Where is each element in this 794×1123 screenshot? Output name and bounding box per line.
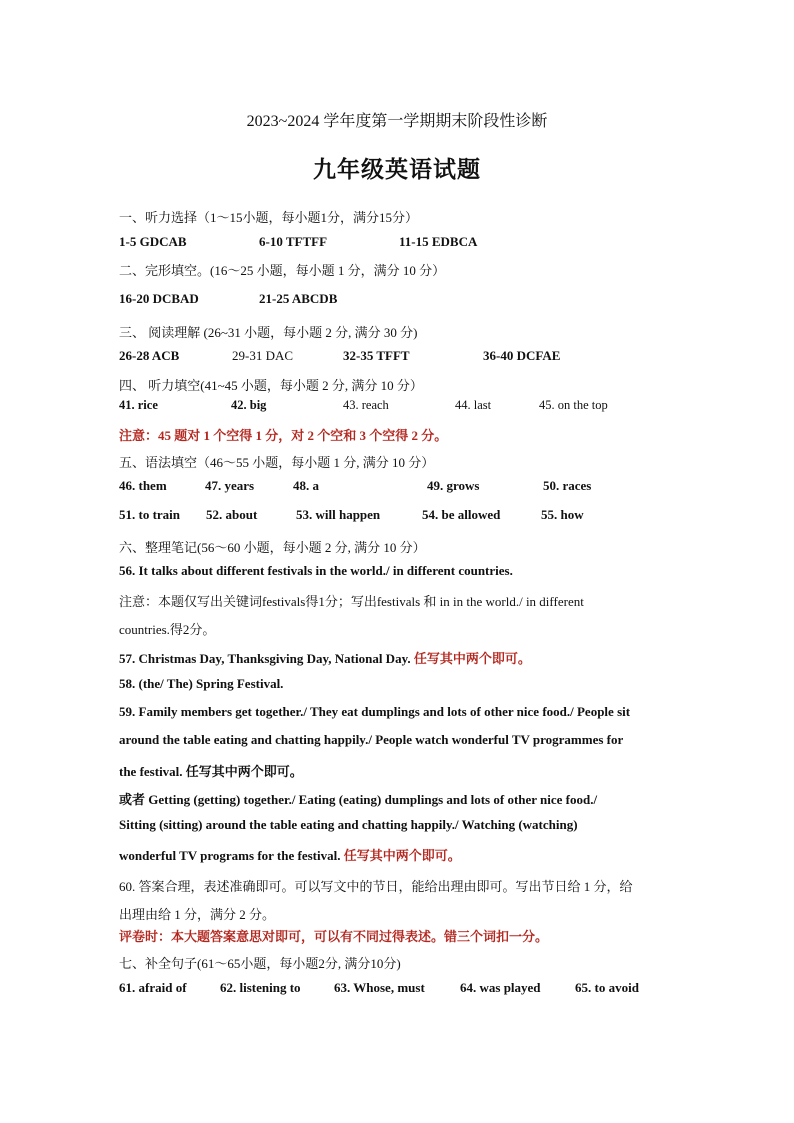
answer-54: 54. be allowed <box>422 507 501 522</box>
answer-58: 58. (the/ The) Spring Festival. <box>119 676 284 691</box>
answer-57: 57. Christmas Day, Thanksgiving Day, National Day. <box>119 651 411 666</box>
answer-60-line1: 60. 答案合理，表述准确即可。可以写文中的节日，能给出理由即可。写出节日给 1 分，给 <box>119 879 633 894</box>
answer-52: 52. about <box>206 507 258 522</box>
answer-59-alt-line3 <box>119 845 461 864</box>
answer-44: 44. last <box>455 398 492 412</box>
answer-50: 50. races <box>543 478 592 493</box>
answer-32-35: 32-35 TFFT <box>343 348 410 363</box>
exam-subtitle: 2023~2024 学年度第一学期期末阶段性诊断 <box>246 113 548 130</box>
answer-29-31: 29-31 DAC <box>232 348 294 363</box>
answer-11-15: 11-15 EDBCA <box>399 234 478 249</box>
answer-60-line2: 出理由给 1 分，满分 2 分。 <box>119 907 276 922</box>
answer-16-20: 16-20 DCBAD <box>119 291 199 306</box>
section-5-heading: 五、语法填空（46～55 小题，每小题 1 分, 满分 10 分） <box>119 455 435 470</box>
answer-59-alt-line2: Sitting (sitting) around the table eating and chatting happily./ Watching (watching) <box>119 817 578 832</box>
answer-21-25: 21-25 ABCDB <box>259 291 338 306</box>
answer-42: 42. big <box>231 398 267 412</box>
answer-1-5: 1-5 GDCAB <box>119 234 187 249</box>
answer-56-note-line2: countries.得2分。 <box>119 622 216 637</box>
answer-59-line1: 59. Family members get together./ They eat dumplings and lots of other nice food./ People sit <box>119 704 631 719</box>
answer-26-28: 26-28 ACB <box>119 348 180 363</box>
answer-57-note: 任写其中两个即可。 <box>413 651 531 666</box>
answer-59-alt-text: wonderful TV programs for the festival. <box>119 848 341 863</box>
answer-55: 55. how <box>541 507 584 522</box>
answer-46: 46. them <box>119 478 167 493</box>
exam-title: 九年级英语试题 <box>313 156 481 183</box>
answer-47: 47. years <box>205 478 255 493</box>
answer-57-line <box>119 648 531 667</box>
answer-43: 43. reach <box>343 398 389 412</box>
answer-59-line2: around the table eating and chatting happily./ People watch wonderful TV programmes for <box>119 732 624 747</box>
section-3-heading: 三、 阅读理解 (26~31 小题，每小题 2 分, 满分 30 分) <box>119 325 418 340</box>
answer-36-40: 36-40 DCFAE <box>483 348 561 363</box>
answer-59-line3: the festival. 任写其中两个即可。 <box>119 764 303 779</box>
answer-41: 41. rice <box>119 398 158 412</box>
answer-65: 65. to avoid <box>575 980 639 995</box>
answer-59-alt-line1: 或者 Getting (getting) together./ Eating (eating) dumplings and lots of other nice food./ <box>119 792 598 807</box>
answer-6-10: 6-10 TFTFF <box>259 234 328 249</box>
section-7-heading: 七、补全句子(61～65小题，每小题2分, 满分10分) <box>119 956 401 971</box>
answer-63: 63. Whose, must <box>334 980 425 995</box>
answer-51: 51. to train <box>119 507 181 522</box>
section-4-heading: 四、 听力填空(41~45 小题，每小题 2 分, 满分 10 分） <box>119 378 423 393</box>
section-6-heading: 六、整理笔记(56～60 小题，每小题 2 分, 满分 10 分） <box>119 540 426 555</box>
answer-56-note-line1 <box>119 591 584 610</box>
answer-62: 62. listening to <box>220 980 301 995</box>
answer-48: 48. a <box>293 478 319 493</box>
answer-56-note-text: 注意：本题仅写出关键词festivals得1分；写出festivals 和 in in the world./ in different <box>119 594 584 609</box>
answer-60-note: 评卷时：本大题答案意思对即可，可以有不同过得表述。错三个词扣一分。 <box>119 929 549 944</box>
answer-61: 61. afraid of <box>119 980 187 995</box>
answer-64: 64. was played <box>460 980 541 995</box>
answer-56: 56. It talks about different festivals in the world./ in different countries. <box>119 563 513 578</box>
answer-53: 53. will happen <box>296 507 381 522</box>
section-2-heading: 二、完形填空。(16～25 小题，每小题 1 分，满分 10 分） <box>119 263 446 278</box>
answer-49: 49. grows <box>427 478 480 493</box>
answer-45: 45. on the top <box>539 398 608 412</box>
answer-59-alt-note: 任写其中两个即可。 <box>343 848 461 863</box>
section-4-note: 注意：45 题对 1 个空得 1 分，对 2 个空和 3 个空得 2 分。 <box>119 428 448 443</box>
section-1-heading: 一、听力选择（1～15小题，每小题1分，满分15分） <box>119 210 419 225</box>
